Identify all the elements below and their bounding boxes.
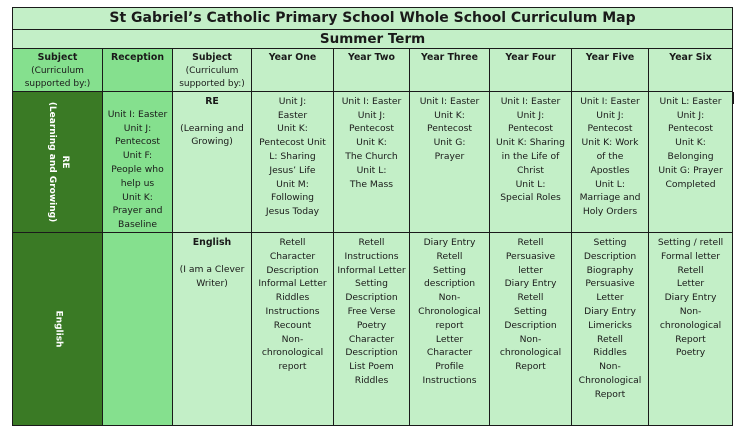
cell-line: Chronological bbox=[578, 374, 642, 386]
re-year-five-cell bbox=[572, 91, 649, 232]
cell-line: Free Verse bbox=[347, 305, 396, 317]
cell-line: Holy Orders bbox=[582, 206, 638, 218]
cell-line: Retell bbox=[358, 236, 385, 248]
cell-line: Unit K: Work bbox=[581, 137, 639, 149]
cell-line: Setting bbox=[514, 305, 547, 317]
cell-line: Unit K: bbox=[122, 191, 153, 203]
cell-line: Persuasive bbox=[585, 278, 635, 290]
text-cursor bbox=[733, 92, 734, 104]
re-year-two-cell bbox=[334, 91, 410, 232]
cell-line: Unit I: Easter bbox=[341, 95, 402, 107]
cell-line: Prayer and bbox=[112, 205, 163, 217]
cell-line: Writer) bbox=[196, 277, 228, 289]
cell-line: Unit I: Easter bbox=[580, 95, 640, 107]
cell-line: Pentecost bbox=[114, 136, 160, 148]
cell-line: Persuasive bbox=[505, 250, 556, 262]
cell-line: Setting bbox=[593, 236, 627, 248]
re-year-six-cell bbox=[649, 91, 733, 232]
cell-line: Profile bbox=[435, 361, 464, 373]
header-year-five: Year Five bbox=[572, 49, 649, 92]
cell-line: Setting bbox=[433, 264, 466, 276]
cell-line: Non- bbox=[599, 361, 621, 373]
cell-line: report bbox=[435, 319, 464, 331]
cell-line: Retell bbox=[677, 264, 704, 276]
cell-line: Belonging bbox=[667, 150, 714, 162]
cell-line: Non- bbox=[438, 292, 461, 304]
cell-line: Non- bbox=[679, 305, 702, 317]
re-year-one-cell bbox=[252, 91, 334, 232]
cell-line: Unit G: Prayer bbox=[658, 164, 723, 176]
cell-line: Unit K: bbox=[434, 109, 465, 121]
cell-line: in the Life of bbox=[501, 150, 560, 162]
cell-line: letter bbox=[518, 264, 543, 276]
cell-line: chronological bbox=[261, 347, 324, 359]
cell-line: L: Sharing bbox=[269, 150, 316, 162]
re-year-four-cell bbox=[490, 91, 572, 232]
header-year-two: Year Two bbox=[334, 49, 410, 92]
cell-line: Completed bbox=[665, 178, 716, 190]
reception-english-cell bbox=[103, 232, 173, 425]
cell-line: Following bbox=[270, 192, 315, 204]
subject-label-english-text: English bbox=[53, 310, 63, 348]
cell-line: Informal Letter bbox=[337, 264, 406, 276]
cell-line: Unit L: bbox=[595, 178, 625, 190]
cell-line: chronological bbox=[659, 319, 722, 331]
cell-line: description bbox=[423, 278, 476, 290]
english-year-five-cell bbox=[572, 232, 649, 425]
cell-line: chronological bbox=[499, 347, 562, 359]
subject-label-re-text: RE (Learning and Growing) bbox=[46, 101, 70, 223]
cell-line: of the bbox=[596, 150, 624, 162]
header-reception: Reception bbox=[103, 49, 173, 92]
cell-line: Description bbox=[345, 292, 398, 304]
cell-line: Unit K: bbox=[356, 137, 387, 149]
cell-line: List Poem bbox=[349, 361, 394, 373]
cell-line: Pentecost bbox=[507, 123, 553, 135]
cell-line: Jesus Today bbox=[265, 206, 320, 218]
subject-label-english bbox=[13, 232, 103, 425]
cell-line: Growing) bbox=[191, 136, 233, 148]
cell-line: Non- bbox=[281, 333, 304, 345]
header-year-one: Year One bbox=[252, 49, 334, 92]
cell-line: Unit K: Sharing bbox=[496, 137, 565, 149]
document-title: St Gabriel’s Catholic Primary School Whole School Curriculum Map bbox=[13, 8, 733, 30]
cell-line: Easter bbox=[277, 109, 308, 121]
cell-line: Biography bbox=[586, 264, 634, 276]
cell-line: Pentecost bbox=[426, 123, 472, 135]
cell-line: (I am a Clever bbox=[179, 263, 245, 275]
cell-line: Unit J: bbox=[278, 95, 307, 107]
cell-line: Letter bbox=[435, 333, 464, 345]
header-year-four: Year Four bbox=[490, 49, 572, 92]
english-year-six-cell bbox=[649, 232, 733, 425]
cell-line: help us bbox=[120, 177, 155, 189]
cell-line: Non- bbox=[519, 333, 542, 345]
cell-line: Riddles bbox=[275, 292, 310, 304]
cell-line: Pentecost bbox=[587, 123, 633, 135]
curriculum-map-table bbox=[12, 7, 733, 426]
reception-re-cell bbox=[103, 91, 173, 232]
subject-detail-english: English (I am a Clever Writer) bbox=[173, 232, 252, 425]
english-year-one-cell bbox=[252, 232, 334, 425]
english-year-three-cell bbox=[410, 232, 490, 425]
cell-line: Retell bbox=[517, 236, 544, 248]
cell-line: Limericks bbox=[588, 319, 632, 331]
cell-line: Unit J: bbox=[596, 109, 624, 121]
cell-line: Unit K: bbox=[277, 123, 308, 135]
cell-line: Unit I: Easter bbox=[500, 95, 561, 107]
re-year-three-cell bbox=[410, 91, 490, 232]
cell-line: Poetry bbox=[356, 319, 387, 331]
header-subject-right: Subject (Curriculum supported by:) bbox=[173, 49, 252, 92]
cell-line: Letter bbox=[596, 292, 624, 304]
cell-line: Unit L: bbox=[356, 164, 387, 176]
subject-row-re bbox=[13, 91, 733, 232]
cell-line: Description bbox=[583, 250, 637, 262]
cell-line: Marriage and bbox=[579, 192, 641, 204]
cell-line: Character bbox=[269, 250, 316, 262]
header-subject-left: Subject (Curriculum supported by:) bbox=[13, 49, 103, 92]
cell-line: Special Roles bbox=[500, 192, 561, 204]
subject-row-english bbox=[13, 232, 733, 425]
cell-line: Unit G: bbox=[433, 137, 466, 149]
subject-label-re bbox=[13, 91, 103, 232]
cell-line: Unit J: bbox=[516, 109, 545, 121]
cell-line: Unit J: bbox=[357, 109, 386, 121]
cell-line: Unit J: bbox=[676, 109, 705, 121]
cell-line: Retell bbox=[436, 250, 463, 262]
english-year-four-cell bbox=[490, 232, 572, 425]
cell-line: Description bbox=[266, 264, 319, 276]
cell-line: Pentecost bbox=[348, 123, 394, 135]
cell-line: Report bbox=[515, 361, 546, 373]
cell-line: Poetry bbox=[675, 347, 706, 359]
cell-line: Unit F: bbox=[122, 150, 153, 162]
cell-line: Diary Entry bbox=[584, 305, 636, 317]
cell-line: Letter bbox=[676, 278, 705, 290]
header-year-six: Year Six bbox=[649, 49, 733, 92]
cell-line: Description bbox=[504, 319, 557, 331]
cell-line: Diary Entry bbox=[504, 278, 557, 290]
cell-line: (Learning and bbox=[180, 122, 244, 134]
cell-line: Unit I: Easter bbox=[107, 108, 168, 120]
cell-line: Diary Entry bbox=[664, 292, 717, 304]
cell-line: Christ bbox=[517, 164, 544, 176]
english-year-two-cell bbox=[334, 232, 410, 425]
cell-line: Pentecost Unit bbox=[259, 137, 326, 149]
cell-line: Chronological bbox=[418, 305, 481, 317]
cell-line: report bbox=[278, 361, 307, 373]
cell-line: Report bbox=[675, 333, 706, 345]
cell-line: Description bbox=[345, 347, 398, 359]
cell-line: The Mass bbox=[349, 178, 394, 190]
cell-line: Prayer bbox=[434, 150, 465, 162]
cell-line: Pentecost bbox=[668, 123, 714, 135]
cell-line: Report bbox=[594, 388, 626, 400]
cell-line: Riddles bbox=[354, 374, 389, 386]
cell-line: Recount bbox=[273, 319, 312, 331]
cell-line: Diary Entry bbox=[423, 236, 476, 248]
cell-line: Unit J: bbox=[123, 122, 152, 134]
term-heading: Summer Term bbox=[13, 30, 733, 49]
cell-line: Retell bbox=[597, 333, 623, 345]
cell-line: Unit I: Easter bbox=[419, 95, 480, 107]
cell-line: The Church bbox=[345, 150, 398, 162]
cell-line: Formal letter bbox=[660, 250, 721, 262]
header-row bbox=[13, 49, 733, 92]
cell-line: People who bbox=[111, 163, 164, 175]
cell-line: Baseline bbox=[118, 219, 157, 231]
cell-line: Setting / retell bbox=[657, 236, 724, 248]
cell-line: Retell bbox=[517, 292, 544, 304]
cell-line: Instructions bbox=[265, 305, 320, 317]
cell-line: Unit K: bbox=[675, 137, 706, 149]
cell-line: Character bbox=[348, 333, 395, 345]
subject-detail-re: RE (Learning and Growing) bbox=[173, 91, 252, 232]
cell-line: Jesus’ Life bbox=[269, 164, 316, 176]
cell-line: Riddles bbox=[593, 347, 627, 359]
cell-line: Unit M: bbox=[276, 178, 309, 190]
cell-line: Unit L: Easter bbox=[659, 95, 722, 107]
cell-line: Instructions bbox=[344, 250, 399, 262]
cell-line: Unit L: bbox=[515, 178, 546, 190]
cell-line: Apostles bbox=[590, 164, 630, 176]
cell-line: Informal Letter bbox=[258, 278, 327, 290]
header-year-three: Year Three bbox=[410, 49, 490, 92]
cell-line: Instructions bbox=[422, 374, 477, 386]
cell-line: Character bbox=[426, 347, 473, 359]
cell-line: Retell bbox=[279, 236, 306, 248]
cell-line: Setting bbox=[355, 278, 388, 290]
